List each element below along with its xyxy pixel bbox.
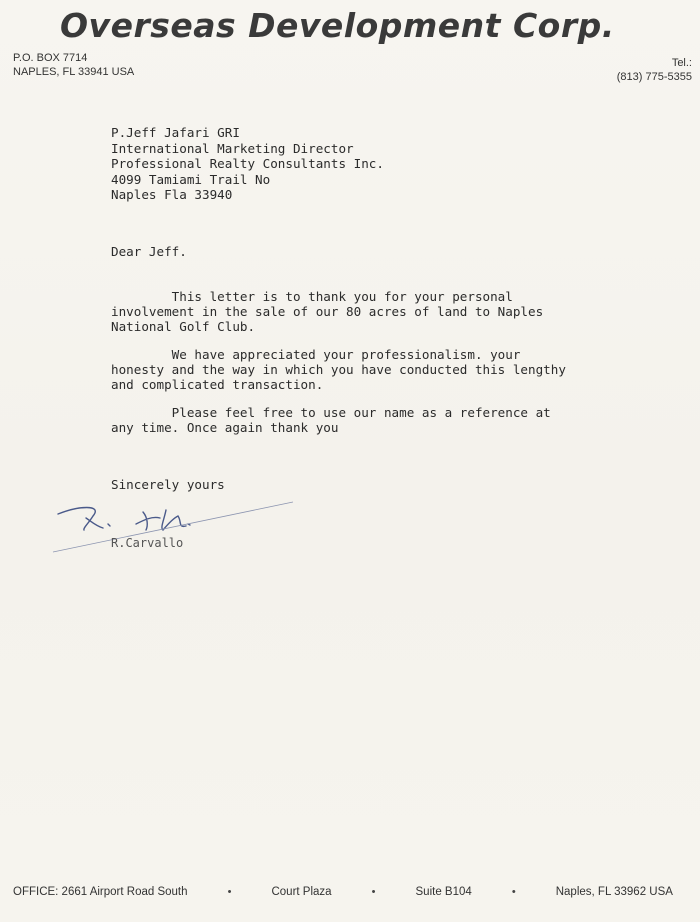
footer-office: OFFICE: 2661 Airport Road South — [13, 886, 188, 898]
recipient-address-block — [111, 125, 384, 203]
signer-name: R.Carvallo — [111, 536, 184, 550]
footer-separator: • — [371, 886, 376, 898]
recipient-line-3: Professional Realty Consultants Inc. — [111, 156, 384, 171]
tel-label: Tel.: — [671, 57, 692, 69]
recipient-line-4: 4099 Tamiami Trail No — [111, 171, 271, 187]
letterhead-footer — [13, 886, 673, 898]
address-line-2: NAPLES, FL 33941 USA — [13, 66, 135, 78]
recipient-line-1: P.Jeff Jafari GRI — [111, 125, 240, 140]
closing: Sincerely yours — [111, 477, 225, 492]
body-paragraph-3: Please feel free to use our name as a reference at any time. Once again thank you — [111, 405, 551, 435]
footer-separator: • — [511, 886, 516, 898]
footer-suite: Suite B104 — [415, 886, 472, 898]
recipient-line-2: International Marketing Director — [111, 140, 354, 156]
address-line-1: P.O. BOX 7714 — [13, 52, 88, 64]
letterhead-telephone — [617, 56, 692, 84]
salutation: Dear Jeff. — [111, 244, 187, 259]
footer-city: Naples, FL 33962 USA — [555, 886, 673, 898]
body-paragraph-1: This letter is to thank you for your personal involvement in the sale of our 80 acres of land to Naples National Golf Club. — [111, 289, 544, 334]
footer-separator: • — [227, 886, 232, 898]
tel-number: (813) 775-5355 — [616, 71, 692, 83]
company-name: Overseas Development Corp. — [60, 6, 615, 45]
body-paragraph-2: We have appreciated your professionalism. your honesty and the way in which you have conducted this lengthy and complicated transaction. — [111, 347, 566, 392]
letterhead-address — [13, 51, 134, 79]
recipient-line-5: Naples Fla 33940 — [111, 187, 233, 202]
footer-plaza: Court Plaza — [271, 886, 332, 898]
